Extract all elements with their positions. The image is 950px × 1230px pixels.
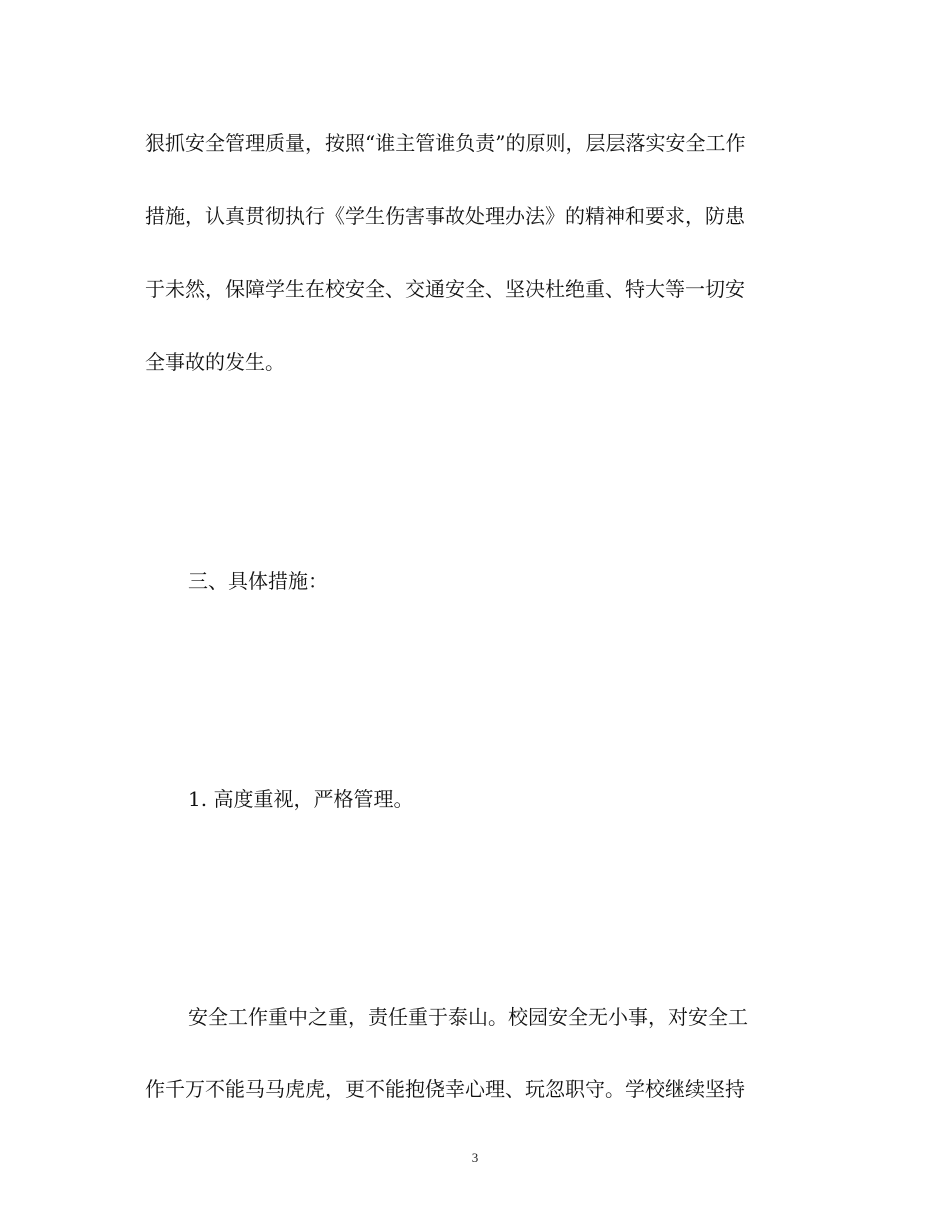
- paragraph-line: 于未然，保障学生在校安全、交通安全、坚决杜绝重、特大等一切安: [145, 277, 745, 301]
- paragraph-line: 全事故的发生。: [145, 350, 285, 374]
- section-heading: 三、具体措施：: [188, 569, 328, 593]
- subheading: 1. 高度重视，严格管理。: [188, 787, 414, 811]
- paragraph-line: 作千万不能马马虎虎，更不能抱侥幸心理、玩忽职守。学校继续坚持: [145, 1077, 745, 1101]
- paragraph-line: 狠抓安全管理质量，按照“谁主管谁负责”的原则，层层落实安全工作: [145, 131, 746, 155]
- page-number: 3: [471, 1150, 479, 1165]
- paragraph-line: 措施，认真贯彻执行《学生伤害事故处理办法》的精神和要求，防患: [145, 204, 745, 228]
- paragraph-line: 安全工作重中之重，责任重于泰山。校园安全无小事，对安全工: [188, 1005, 748, 1029]
